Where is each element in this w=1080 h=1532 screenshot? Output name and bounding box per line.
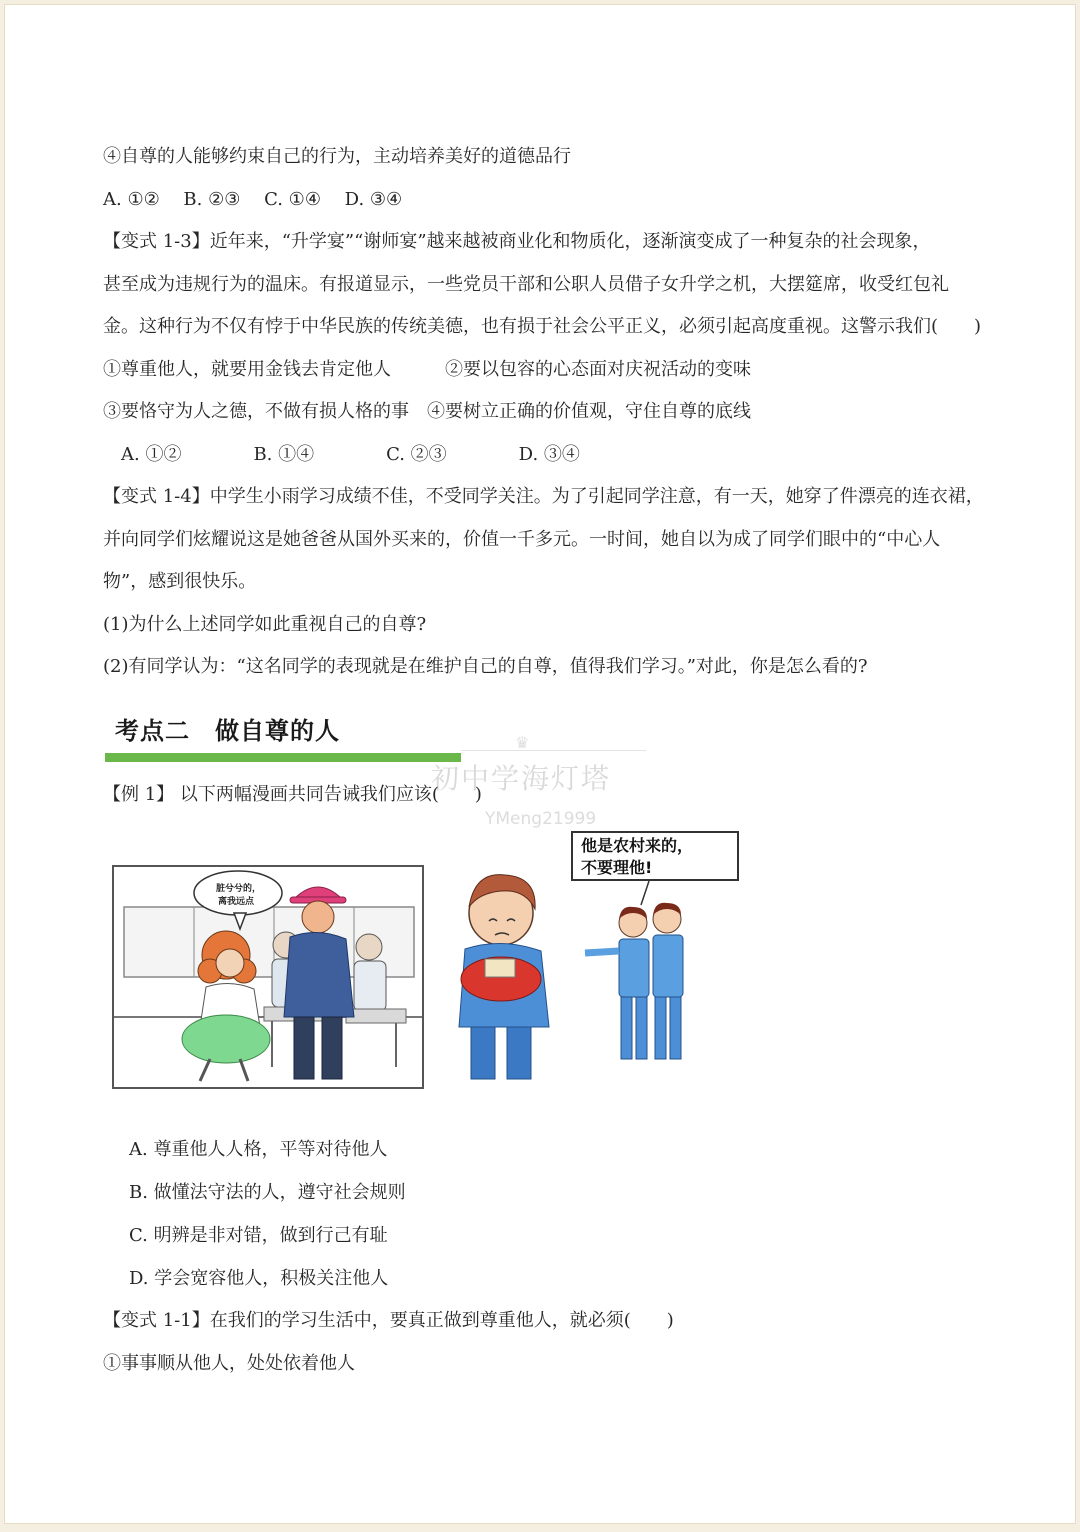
crown-icon: ♛	[515, 733, 530, 752]
question-line: (2)有同学认为：“这名同学的表现就是在维护自己的自尊，值得我们学习。”对此，你是怎么看的?	[103, 656, 868, 677]
speech-line-2: 不要理他!	[581, 858, 653, 877]
section-underline	[105, 753, 461, 762]
text-line: 【变式 1-4】中学生小雨学习成绩不佳，不受同学关注。为了引起同学注意，有一天，她穿了件漂亮的连衣裙，	[103, 486, 984, 507]
speech-callout	[571, 831, 739, 881]
text-line: 【变式 1-3】近年来，“升学宴”“谢师宴”越来越被商业化和物质化，逐渐演变成了一种复杂的社会现象，	[103, 231, 931, 252]
option-c: C. 明辨是非对错，做到行己有耻	[129, 1225, 388, 1246]
option-a: A. 尊重他人人格，平等对待他人	[129, 1139, 388, 1160]
speech-line-1: 他是农村来的，	[581, 836, 694, 855]
comic-bus-scene	[112, 865, 424, 1089]
text-line: 并向同学们炫耀说这是她爸爸从国外买来的，价值一千多元。一时间，她自以为成了同学们眼中的“中心人	[103, 529, 941, 550]
option-b: B. 做懂法守法的人，遵守社会规则	[129, 1182, 406, 1203]
text-line: ④自尊的人能够约束自己的行为，主动培养美好的道德品行	[103, 146, 571, 167]
comic-bus-illustration	[114, 867, 422, 1087]
text-line: ①尊重他人，就要用金钱去肯定他人 ②要以包容的心态面对庆祝活动的变味	[103, 359, 751, 380]
answer-choices: A. ①② B. ①④ C. ②③ D. ③④	[103, 444, 580, 465]
bubble-text-1: 脏兮兮的，	[216, 884, 262, 894]
option-d: D. 学会宽容他人，积极关注他人	[129, 1268, 389, 1289]
section-title: 考点二 做自尊的人	[115, 717, 340, 745]
text-line: 金。这种行为不仅有悖于中华民族的传统美德，也有损于社会公平正义，必须引起高度重视。这警示我们( )	[103, 316, 982, 337]
bubble-text-2: 离我远点	[218, 897, 255, 907]
answer-choices: A. ①② B. ②③ C. ①④ D. ③④	[103, 189, 403, 210]
text-line: ①事事顺从他人，处处依着他人	[103, 1353, 355, 1374]
variant-question: 【变式 1-1】在我们的学习生活中，要真正做到尊重他人，就必须( )	[103, 1310, 674, 1331]
section-divider	[461, 750, 646, 751]
watermark: 初中学海灯塔	[431, 762, 612, 795]
text-line: 物”，感到很快乐。	[103, 571, 257, 592]
question-line: (1)为什么上述同学如此重视自己的自尊?	[103, 614, 427, 635]
document-page	[4, 4, 1076, 1524]
text-line: 甚至成为违规行为的温床。有报道显示，一些党员干部和公职人员借子女升学之机，大摆筵席，收受红包礼	[103, 274, 949, 295]
example-question: 【例 1】 以下两幅漫画共同告诫我们应该( )	[103, 784, 482, 805]
text-line: ③要恪守为人之德，不做有损人格的事 ④要树立正确的价值观，守住自尊的底线	[103, 401, 751, 422]
watermark-id: YMeng21999	[485, 809, 597, 829]
